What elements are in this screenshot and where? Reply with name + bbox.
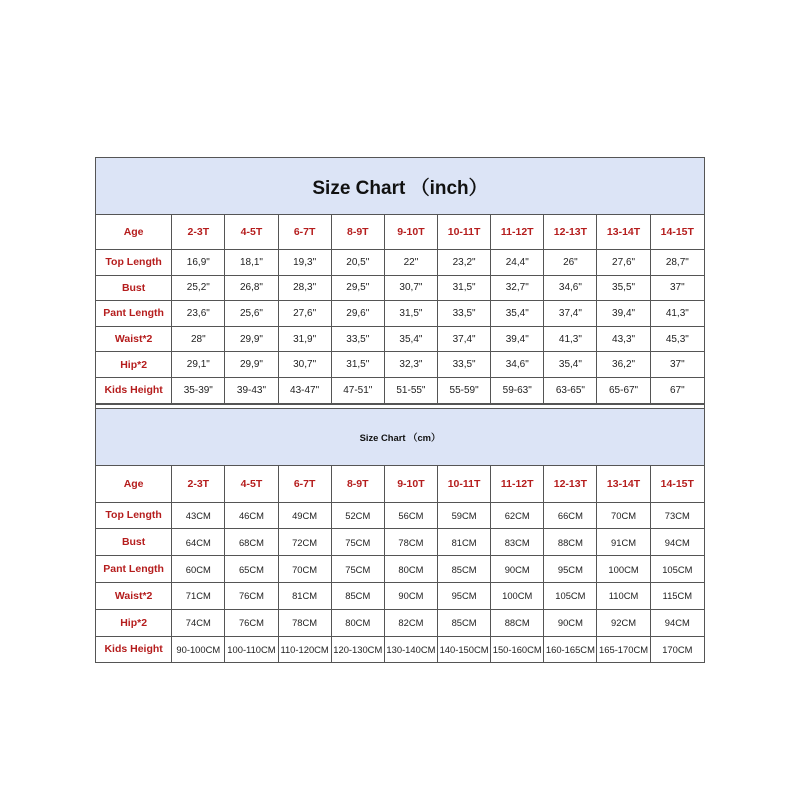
measurement-cell: 31,5" bbox=[438, 275, 491, 301]
measurement-cell: 36,2" bbox=[597, 352, 650, 378]
row-label: Hip*2 bbox=[96, 609, 172, 636]
row-label: Kids Height bbox=[96, 636, 172, 663]
measurement-cell: 85CM bbox=[438, 609, 491, 636]
measurement-cell: 76CM bbox=[225, 609, 278, 636]
size-header: 9-10T bbox=[384, 465, 437, 502]
measurement-cell: 120-130CM bbox=[331, 636, 384, 663]
measurement-cell: 35,5" bbox=[597, 275, 650, 301]
row-label: Top Length bbox=[96, 502, 172, 529]
measurement-cell: 41,3" bbox=[544, 326, 597, 352]
size-chart-inch-table bbox=[95, 157, 705, 404]
measurement-cell: 110-120CM bbox=[278, 636, 331, 663]
measurement-cell: 62CM bbox=[491, 502, 544, 529]
measurement-cell: 28,7" bbox=[650, 250, 704, 276]
measurement-cell: 34,6" bbox=[544, 275, 597, 301]
size-header: 6-7T bbox=[278, 215, 331, 250]
measurement-cell: 81CM bbox=[278, 582, 331, 609]
measurement-cell: 74CM bbox=[172, 609, 225, 636]
measurement-cell: 73CM bbox=[650, 502, 704, 529]
measurement-cell: 88CM bbox=[491, 609, 544, 636]
size-header: 11-12T bbox=[491, 215, 544, 250]
measurement-cell: 35-39" bbox=[172, 377, 225, 403]
measurement-cell: 31,5" bbox=[384, 301, 437, 327]
size-header: 13-14T bbox=[597, 465, 650, 502]
measurement-cell: 41,3" bbox=[650, 301, 704, 327]
measurement-cell: 70CM bbox=[278, 556, 331, 583]
measurement-cell: 29,9" bbox=[225, 352, 278, 378]
size-chart-document bbox=[95, 157, 705, 663]
measurement-cell: 90CM bbox=[491, 556, 544, 583]
measurement-cell: 100CM bbox=[491, 582, 544, 609]
measurement-cell: 71CM bbox=[172, 582, 225, 609]
measurement-row-kids-height bbox=[96, 377, 705, 403]
measurement-cell: 39-43" bbox=[225, 377, 278, 403]
measurement-cell: 43CM bbox=[172, 502, 225, 529]
measurement-cell: 105CM bbox=[650, 556, 704, 583]
row-label: Pant Length bbox=[96, 556, 172, 583]
measurement-cell: 94CM bbox=[650, 609, 704, 636]
measurement-cell: 64CM bbox=[172, 529, 225, 556]
measurement-cell: 91CM bbox=[597, 529, 650, 556]
measurement-cell: 27,6" bbox=[597, 250, 650, 276]
measurement-cell: 16,9" bbox=[172, 250, 225, 276]
size-chart-cm-title: Size Chart （cm） bbox=[96, 408, 705, 465]
measurement-row-waist-2 bbox=[96, 582, 705, 609]
measurement-cell: 31,9" bbox=[278, 326, 331, 352]
measurement-cell: 22" bbox=[384, 250, 437, 276]
measurement-cell: 95CM bbox=[438, 582, 491, 609]
measurement-cell: 90CM bbox=[544, 609, 597, 636]
measurement-cell: 25,2" bbox=[172, 275, 225, 301]
measurement-cell: 67" bbox=[650, 377, 704, 403]
measurement-cell: 92CM bbox=[597, 609, 650, 636]
size-header: 8-9T bbox=[331, 465, 384, 502]
measurement-cell: 30,7" bbox=[384, 275, 437, 301]
measurement-cell: 68CM bbox=[225, 529, 278, 556]
size-header: 8-9T bbox=[331, 215, 384, 250]
measurement-cell: 52CM bbox=[331, 502, 384, 529]
row-label: Kids Height bbox=[96, 377, 172, 403]
measurement-cell: 76CM bbox=[225, 582, 278, 609]
measurement-cell: 37,4" bbox=[544, 301, 597, 327]
size-header: 11-12T bbox=[491, 465, 544, 502]
row-label: Waist*2 bbox=[96, 326, 172, 352]
measurement-cell: 90CM bbox=[384, 582, 437, 609]
measurement-cell: 94CM bbox=[650, 529, 704, 556]
measurement-cell: 140-150CM bbox=[438, 636, 491, 663]
measurement-cell: 110CM bbox=[597, 582, 650, 609]
size-chart-inch-title: Size Chart （inch） bbox=[96, 158, 705, 215]
measurement-cell: 33,5" bbox=[331, 326, 384, 352]
size-header: 6-7T bbox=[278, 465, 331, 502]
measurement-row-hip-2 bbox=[96, 352, 705, 378]
measurement-cell: 55-59" bbox=[438, 377, 491, 403]
size-header: 2-3T bbox=[172, 465, 225, 502]
measurement-row-bust bbox=[96, 275, 705, 301]
size-header: 12-13T bbox=[544, 465, 597, 502]
measurement-cell: 150-160CM bbox=[491, 636, 544, 663]
measurement-cell: 31,5" bbox=[331, 352, 384, 378]
size-header-row bbox=[96, 465, 705, 502]
measurement-cell: 29,1" bbox=[172, 352, 225, 378]
measurement-cell: 37" bbox=[650, 275, 704, 301]
measurement-cell: 32,3" bbox=[384, 352, 437, 378]
measurement-cell: 25,6" bbox=[225, 301, 278, 327]
size-header: 10-11T bbox=[438, 465, 491, 502]
measurement-cell: 49CM bbox=[278, 502, 331, 529]
measurement-cell: 23,2" bbox=[438, 250, 491, 276]
measurement-row-pant-length bbox=[96, 301, 705, 327]
measurement-row-waist-2 bbox=[96, 326, 705, 352]
measurement-cell: 29,9" bbox=[225, 326, 278, 352]
measurement-cell: 33,5" bbox=[438, 301, 491, 327]
measurement-cell: 18,1" bbox=[225, 250, 278, 276]
measurement-cell: 81CM bbox=[438, 529, 491, 556]
measurement-cell: 72CM bbox=[278, 529, 331, 556]
size-header: 9-10T bbox=[384, 215, 437, 250]
measurement-cell: 85CM bbox=[438, 556, 491, 583]
measurement-row-bust bbox=[96, 529, 705, 556]
measurement-cell: 39,4" bbox=[491, 326, 544, 352]
measurement-cell: 29,6" bbox=[331, 301, 384, 327]
measurement-cell: 39,4" bbox=[597, 301, 650, 327]
measurement-cell: 46CM bbox=[225, 502, 278, 529]
measurement-row-top-length bbox=[96, 250, 705, 276]
measurement-cell: 19,3" bbox=[278, 250, 331, 276]
measurement-cell: 35,4" bbox=[544, 352, 597, 378]
measurement-cell: 60CM bbox=[172, 556, 225, 583]
measurement-cell: 65-67" bbox=[597, 377, 650, 403]
measurement-cell: 47-51" bbox=[331, 377, 384, 403]
row-label: Waist*2 bbox=[96, 582, 172, 609]
measurement-cell: 27,6" bbox=[278, 301, 331, 327]
measurement-cell: 43-47" bbox=[278, 377, 331, 403]
size-header: 14-15T bbox=[650, 465, 704, 502]
measurement-cell: 45,3" bbox=[650, 326, 704, 352]
measurement-cell: 105CM bbox=[544, 582, 597, 609]
measurement-cell: 160-165CM bbox=[544, 636, 597, 663]
measurement-cell: 29,5" bbox=[331, 275, 384, 301]
measurement-cell: 26,8" bbox=[225, 275, 278, 301]
measurement-cell: 90-100CM bbox=[172, 636, 225, 663]
measurement-cell: 63-65" bbox=[544, 377, 597, 403]
measurement-cell: 28,3" bbox=[278, 275, 331, 301]
measurement-row-kids-height bbox=[96, 636, 705, 663]
measurement-cell: 65CM bbox=[225, 556, 278, 583]
measurement-cell: 82CM bbox=[384, 609, 437, 636]
size-header: 4-5T bbox=[225, 465, 278, 502]
size-header: 14-15T bbox=[650, 215, 704, 250]
measurement-row-top-length bbox=[96, 502, 705, 529]
measurement-row-pant-length bbox=[96, 556, 705, 583]
measurement-cell: 35,4" bbox=[491, 301, 544, 327]
measurement-cell: 24,4" bbox=[491, 250, 544, 276]
measurement-cell: 66CM bbox=[544, 502, 597, 529]
size-header: 13-14T bbox=[597, 215, 650, 250]
measurement-cell: 165-170CM bbox=[597, 636, 650, 663]
row-label: Pant Length bbox=[96, 301, 172, 327]
measurement-cell: 37,4" bbox=[438, 326, 491, 352]
row-label: Bust bbox=[96, 275, 172, 301]
measurement-cell: 32,7" bbox=[491, 275, 544, 301]
measurement-cell: 30,7" bbox=[278, 352, 331, 378]
measurement-cell: 51-55" bbox=[384, 377, 437, 403]
measurement-cell: 70CM bbox=[597, 502, 650, 529]
measurement-cell: 80CM bbox=[331, 609, 384, 636]
size-header: 12-13T bbox=[544, 215, 597, 250]
measurement-cell: 85CM bbox=[331, 582, 384, 609]
size-header: 4-5T bbox=[225, 215, 278, 250]
measurement-cell: 20,5" bbox=[331, 250, 384, 276]
measurement-cell: 80CM bbox=[384, 556, 437, 583]
age-label: Age bbox=[96, 215, 172, 250]
measurement-cell: 115CM bbox=[650, 582, 704, 609]
measurement-cell: 75CM bbox=[331, 556, 384, 583]
size-header-row bbox=[96, 215, 705, 250]
measurement-cell: 26" bbox=[544, 250, 597, 276]
measurement-cell: 59-63" bbox=[491, 377, 544, 403]
measurement-cell: 34,6" bbox=[491, 352, 544, 378]
measurement-cell: 100-110CM bbox=[225, 636, 278, 663]
row-label: Hip*2 bbox=[96, 352, 172, 378]
size-header: 10-11T bbox=[438, 215, 491, 250]
size-chart-cm-table bbox=[95, 404, 705, 664]
measurement-cell: 75CM bbox=[331, 529, 384, 556]
measurement-cell: 88CM bbox=[544, 529, 597, 556]
measurement-cell: 33,5" bbox=[438, 352, 491, 378]
measurement-cell: 59CM bbox=[438, 502, 491, 529]
measurement-cell: 130-140CM bbox=[384, 636, 437, 663]
measurement-cell: 95CM bbox=[544, 556, 597, 583]
measurement-cell: 78CM bbox=[278, 609, 331, 636]
row-label: Top Length bbox=[96, 250, 172, 276]
measurement-cell: 37" bbox=[650, 352, 704, 378]
measurement-row-hip-2 bbox=[96, 609, 705, 636]
size-header: 2-3T bbox=[172, 215, 225, 250]
measurement-cell: 56CM bbox=[384, 502, 437, 529]
measurement-cell: 170CM bbox=[650, 636, 704, 663]
measurement-cell: 35,4" bbox=[384, 326, 437, 352]
row-label: Bust bbox=[96, 529, 172, 556]
measurement-cell: 100CM bbox=[597, 556, 650, 583]
measurement-cell: 43,3" bbox=[597, 326, 650, 352]
age-label: Age bbox=[96, 465, 172, 502]
measurement-cell: 78CM bbox=[384, 529, 437, 556]
measurement-cell: 23,6" bbox=[172, 301, 225, 327]
measurement-cell: 28" bbox=[172, 326, 225, 352]
measurement-cell: 83CM bbox=[491, 529, 544, 556]
